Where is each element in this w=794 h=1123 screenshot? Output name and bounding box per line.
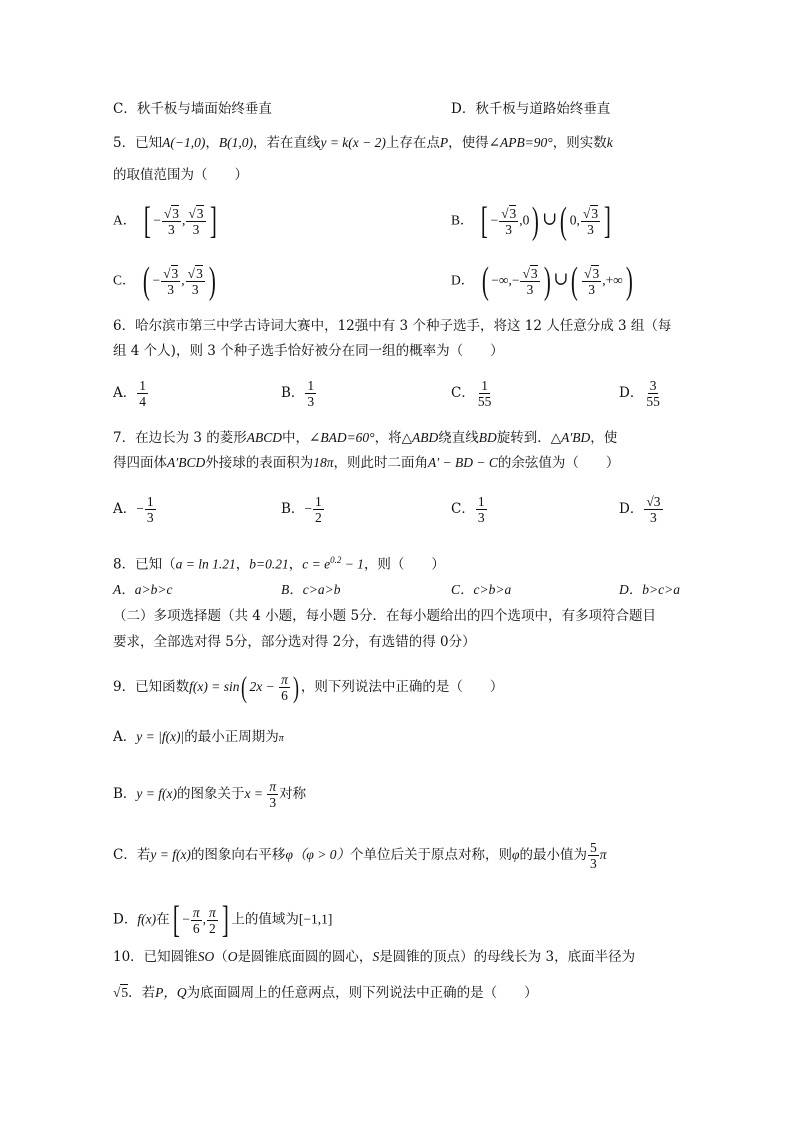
q10-pq: P，Q [155,985,187,1000]
q9-a-tail: 的最小正周期为 [184,729,279,745]
q7-b-sign: − [304,501,313,516]
q9-six: 6 [281,688,288,703]
q5-mid4: ，则实数 [552,135,607,151]
q7-dihedral: A′ − BD − C [427,455,498,470]
q7-t4: 绕直线 [438,430,479,446]
q5-point-b: B(1,0) [218,135,253,150]
q9-d-mid: 在 [156,911,170,928]
q9-option-b [113,779,306,810]
q7-d-num: √3 [646,494,661,509]
q9-suffix: ，则下列说法中正确的是（ ） [300,679,504,695]
q6-stem-line1: 6．哈尔滨市第三中学古诗词大赛中，12强中有 3 个种子选手，将这 12 人任意分成 3 组（每 [113,318,672,334]
q9-d-label: D． [113,911,138,928]
q9-c-body: y = f(x) [150,847,191,862]
q8-option-c: C．c>b>a [451,582,512,597]
q7-c-den: 3 [477,510,485,525]
q10-t6: 为底面圆周上的任意两点，则下列说法中正确的是（ ） [186,985,538,1001]
q9-b-tail: 对称 [279,786,307,802]
q9-d-range: [−1,1] [298,911,333,927]
q5-stem-line2: 的取值范围为（ ） [113,167,248,183]
q5-point-a: A(−1,0) [162,135,206,150]
q7-option-c [451,494,488,525]
q9-b-body: y = f(x) [136,786,178,801]
q9-c-num: 5 [589,840,597,855]
q6-c-den: 55 [477,394,492,409]
q7-c-num: 1 [477,494,485,509]
q8-b: b=0.21 [249,556,289,572]
q6-b-label: B． [281,385,305,401]
q8-prefix: 8．已知（ [113,556,176,573]
q7-t9: ，则此时二面角 [333,455,428,471]
q7-d-den: 3 [650,510,657,525]
q5-sep: ， [205,135,219,151]
q5-option-a-label: A． [113,212,137,228]
q5-option-d: D． ( −∞,− $\frac{√3}{3}$ ) ∪( $\frac{√3}{3}$ ,+∞) [451,260,633,302]
q7-c-label: C． [451,501,475,517]
q7-abd: ABD [411,430,439,445]
q9-c-phi: φ [285,847,293,862]
q7-option-d [619,494,664,525]
q9-option-c [113,840,606,871]
q7-t6: ，使 [590,430,618,446]
q10-stem-line2 [113,983,538,1003]
q7-area: 18π [313,455,334,470]
q5-a-bracket-right: ] [209,200,217,242]
q7-t5: 旋转到． [496,430,551,446]
q5-a-bracket-left: [ [143,200,151,242]
q7-t2: 中， [282,430,310,446]
q7-d-label: D． [619,501,644,517]
q9-b-x: x = [244,786,267,801]
q7-option-a [113,494,157,525]
q10-sqrt: √5 [113,985,129,1000]
q6-option-c [451,378,494,409]
q7-b-num: 1 [315,494,322,509]
q10-t3: 是圆锥底面圆的圆心， [237,949,373,965]
q9-c-cond: （φ > 0） [292,847,350,862]
q6-stem-line2: 组 4 个人)，则 3 个种子选手恰好被分在同一组的概率为（ ） [113,343,504,359]
q5-k: k [606,135,613,150]
q8-comma2: ， [288,556,303,573]
q5-mid2: 上存在点 [385,135,440,151]
q8-c: c = e [302,556,331,572]
q9-c-pi: π [599,847,607,862]
q6-d-num: 3 [649,378,657,393]
q8-comma1: ， [235,556,250,573]
q5-option-c: C． ( − $\frac{√3}{3}$ , $\frac{√3}{3}$ ) [113,260,216,302]
q6-option-d [619,378,663,409]
q7-angle: ∠BAD=60° [309,430,375,445]
q7-a-sign: − [136,501,144,516]
q7-stem-line1 [113,428,617,448]
q5-mid3: ，使得 [448,135,489,151]
q7-tri: △A′BD [550,430,591,445]
q9-prefix: 9．已知函数 [113,679,190,695]
q7-t3: ，将△ [374,430,412,446]
q6-c-label: C． [451,385,475,401]
q10-so: SO [197,949,215,964]
q9-b-label: B． [113,786,137,802]
q5-stem [113,133,613,153]
q9-b-num: π [269,779,277,794]
q6-c-num: 1 [481,378,488,393]
q9-stem: 9．已知函数f(x) = sin( 2x − $\frac{\pi}{6}$ ) ，则下列说法中正确的是（ ） [113,670,504,704]
q7-abcd: ABCD [246,430,283,445]
q9-d-d1: 6 [192,920,200,936]
q8-c-tail: − 1 [341,556,364,572]
q8-suffix: ，则（ ） [363,556,445,573]
q9-d-pi1: π [192,904,200,920]
q7-option-b [281,494,325,525]
q7-bd: BD [478,430,497,445]
q10-s: S [372,949,380,964]
q9-b-den: 3 [269,795,277,810]
q9-c-den: 3 [589,856,597,871]
q10-stem-line1 [113,947,635,967]
q9-a-body: y = |f(x)| [136,729,185,744]
q8-option-b: B．c>a>b [281,582,341,597]
q7-a-label: A． [113,501,137,517]
q8-option-d: D．b>c>a [619,582,680,597]
q6-a-den: 4 [139,394,146,409]
q9-b-mid: 的图象关于 [177,786,245,802]
q5-option-c-label: C． [113,272,136,288]
q9-c-label: C．若 [113,847,151,863]
q9-a-label: A． [113,729,137,745]
q5-line: y = k(x − 2) [320,135,386,150]
q5-angle: ∠APB=90° [488,135,553,150]
q5-option-b: B． [ − $\frac{√3}{3}$ ,0) ∪( 0, $\frac{√3}{3}$ ] [451,200,611,242]
q9-d-lo: − [182,911,190,927]
q10-o: O [227,949,238,964]
q6-option-b [281,378,317,409]
q7-t7: 得四面体 [113,455,167,471]
q7-t1: 7．在边长为 3 的菱形 [113,430,247,446]
q4-option-c: C．秋千板与墙面始终垂直 [113,101,272,117]
q6-d-den: 55 [646,394,660,409]
q6-option-a [113,378,149,409]
q7-b-den: 2 [315,510,322,525]
q6-d-label: D． [619,385,644,401]
q9-c-mid: 的图象向右平移 [190,847,286,863]
q5-option-d-label: D． [451,272,475,288]
q7-tetra: A′BCD [167,455,206,470]
section2-line2: 要求，全部选对得 5分，部分选对得 2分，有选错的得 0分） [113,634,476,650]
q9-pi: π [281,672,288,687]
q7-b-label: B． [281,501,305,517]
q9-fx: f(x) = sin [189,679,240,694]
q7-a-den: 3 [146,510,154,525]
q8-option-a: A．a>b>c [113,582,173,597]
q7-t8: 外接球的表面积为 [205,455,314,471]
q6-a-label: A． [113,385,137,401]
q9-c-tail: 的最小值为 [519,847,587,863]
q8-exp: 0.2 [330,555,342,565]
q10-rad: 5 [121,985,129,1000]
section2-line1: （二）多项选择题（共 4 小题，每小题 5分．在每小题给出的四个选项中，有多项符合题目 [113,608,657,624]
q4-option-d: D．秋千板与道路始终垂直 [451,101,611,117]
q6-a-num: 1 [139,378,146,393]
q9-c-mid2: 个单位后关于原点对称，则 [350,847,512,863]
q7-t10: 的余弦值为（ ） [497,455,620,471]
q9-arg: 2x − [249,679,279,694]
q8-a: a = ln 1.21 [175,556,236,572]
q10-t4: 是圆锥的顶点）的母线长为 3，底面半径为 [379,949,636,965]
q5-p: P [439,135,449,150]
q9-option-d: D．f(x)在[ − $\frac{\pi}{6}$ , $\frac{\pi}{2}$ ] 上的值域为[−1,1] [113,899,333,941]
q7-stem-line2 [113,453,619,473]
q9-a-pi: π [278,733,284,744]
q10-t5: ．若 [128,985,156,1001]
q5-prefix: 5．已知 [113,135,163,151]
q10-t1: 10．已知圆锥 [113,949,198,965]
q10-t2: （ [214,949,228,965]
q9-option-a [113,727,284,749]
q6-b-num: 1 [307,378,315,393]
q6-b-den: 3 [307,394,315,409]
q5-option-b-label: B． [451,212,474,228]
q9-d-d2: 2 [208,920,216,936]
q9-d-pi2: π [208,904,216,920]
q9-c-phi2: φ [512,847,520,862]
q8-stem [113,550,445,575]
q5-option-a: A． [ − $\frac{√3}{3}$ , $\frac{√3}{3}$ ] [113,200,217,242]
q9-d-tail: 上的值域为 [231,911,299,928]
q9-d-fx: f(x) [137,911,157,927]
q5-mid: ，若在直线 [252,135,321,151]
q7-a-num: 1 [146,494,154,509]
